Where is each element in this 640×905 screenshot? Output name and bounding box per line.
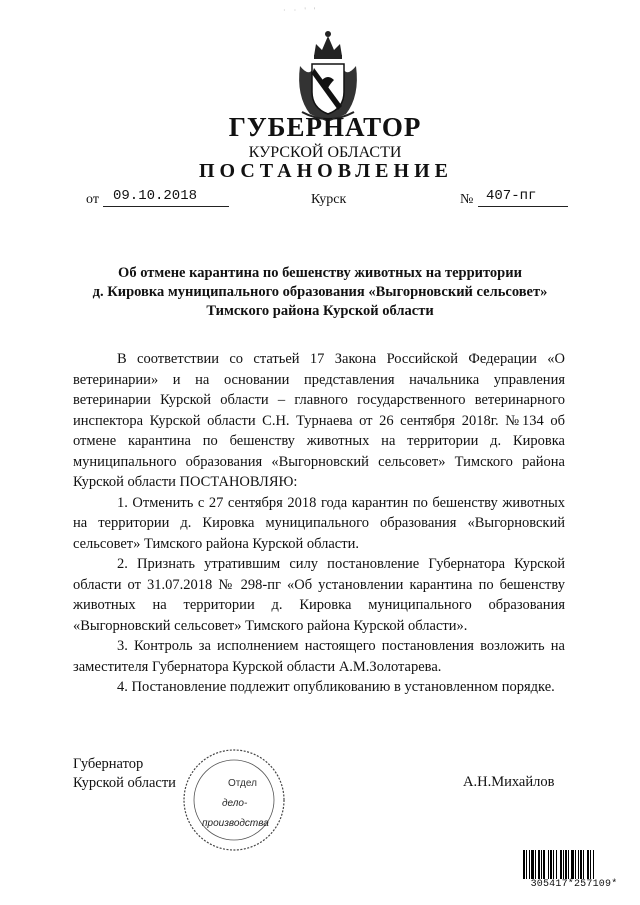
body-item-3: 3. Контроль за исполнением настоящего постановления возложить на заместителя Губернатора Курской области А.М.Золотарева. <box>73 638 565 675</box>
document-type: ПОСТАНОВЛЕНИЕ <box>199 160 453 182</box>
scan-artifact: · · ' ' <box>283 6 319 15</box>
body-preamble: В соответствии со статьей 17 Закона Российской Федерации «О ветеринарии» и на основании представления начальника управления ветеринарии Курской области – главного государственного ветеринарного инспектора Курской области С.Н. Турнаева от 26 сентября 2018г. №134 об отмене карантина по бешенству животных на территории д. Кировка муниципального образования «Выгорновский сельсовет» Тимского района Курской области ПОСТАНОВЛЯЮ: <box>73 351 565 490</box>
document-date: 09.10.2018 <box>103 188 229 207</box>
number-label: № <box>460 192 474 207</box>
coat-of-arms-icon <box>292 26 364 124</box>
heading-line: Об отмене карантина по бешенству животных на территории <box>118 265 522 281</box>
document-heading <box>70 264 570 321</box>
signatory-name: А.Н.Михайлов <box>463 774 555 790</box>
stamp-line: дело- <box>222 798 248 809</box>
barcode-digits: 305417*257109* <box>522 879 626 891</box>
stamp-line: производства <box>202 818 269 829</box>
issuer-title: ГУБЕРНАТОР <box>228 112 422 142</box>
body-item-1: 1. Отменить с 27 сентября 2018 года карантин по бешенству животных на территории д. Кировка муниципального образования «Выгорновский сельсовет» Тимского района Курской области. <box>73 494 565 552</box>
body-item-2: 2. Признать утратившим силу постановление Губернатора Курской области от 31.07.2018 № 298-пг «Об установлении карантина по бешенству животных на территории д. Кировка муниципального образования «Выгорновский сельсовет» Тимского района Курской области». <box>73 556 565 634</box>
document-number: 407-пг <box>478 188 568 207</box>
stamp-line: Отдел <box>228 778 257 789</box>
heading-line: д. Кировка муниципального образования «Выгорновский сельсовет» <box>92 284 548 300</box>
signature-position-line: Губернатор <box>73 756 144 772</box>
heading-line: Тимского района Курской области <box>206 303 434 319</box>
signature-position-line: Курской области <box>73 775 176 791</box>
issuer-region: КУРСКОЙ ОБЛАСТИ <box>248 144 402 161</box>
signature-position <box>73 755 176 793</box>
document-city: Курск <box>311 192 347 207</box>
document-meta <box>0 188 640 212</box>
date-prefix: от <box>86 192 99 207</box>
document-body <box>73 349 565 698</box>
body-item-4: 4. Постановление подлежит опубликованию в установленном порядке. <box>117 679 555 695</box>
office-stamp <box>180 746 288 854</box>
